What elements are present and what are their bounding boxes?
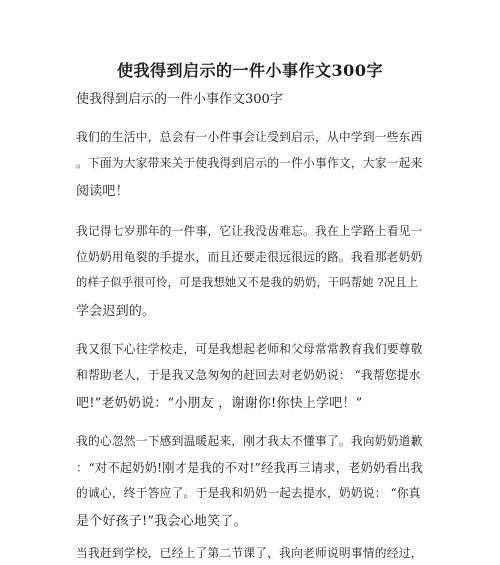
document-subtitle: 使我得到启示的一件小事作文300字 [76,92,283,107]
paragraph-3-line-3: 吧!”老奶奶说：“小朋友 ，谢谢你!你快上学吧！” [76,396,363,411]
paragraph-4-line-4: 是个好孩子!”我会心地笑了。 [76,514,247,529]
paragraph-2-line-2: 位奶奶用龟裂的手提水，而且还要走很远很远的路。我看那老奶奶 [76,250,423,264]
paragraph-4-line-3: 的诚心，终于答应了。于是我和奶奶一起去提水，奶奶说： “你真 [76,486,421,500]
paragraph-5-line-1: 当我赶到学校，已经上了第二节课了，我向老师说明事情的经过， [76,546,423,560]
paragraph-1-line-1: 我们的生活中，总会有一小件事会让受到启示，从中学到一些东西 [76,130,423,144]
paragraph-1-line-2: 。下面为大家带来关于使我得到启示的一件小事作文，大家一起来 [76,156,423,170]
paragraph-3-line-1: 我又很下心往学校走，可是我想起老师和父母常常教育我们要尊敬 [76,342,423,356]
paragraph-4-line-2: ：“对不起奶奶!刚才是我的不对!”经我再三请求，老奶奶看出我 [76,461,423,475]
paragraph-3-line-2: 和帮助老人，于是我又急匆匆的赶回去对老奶奶说： “我帮您提水 [76,368,421,382]
paragraph-2-line-3: 的样子似乎很可怜，可是我想她又不是我的奶奶，干吗帮她 ?况且上 [76,276,419,289]
document-title: 使我得到启示的一件小事作文300字 [117,61,383,80]
paragraph-4-line-1: 我的心忽然一下感到温暖起来，刚才我太不懂事了。我向奶奶道歉 [76,434,423,448]
paragraph-1-line-3: 阅读吧！ [76,184,129,199]
paragraph-2-line-1: 我记得七岁那年的一件事，它让我没齿难忘。我在上学路上看见一 [76,224,423,238]
paragraph-2-line-4: 学会迟到的。 [76,304,156,319]
